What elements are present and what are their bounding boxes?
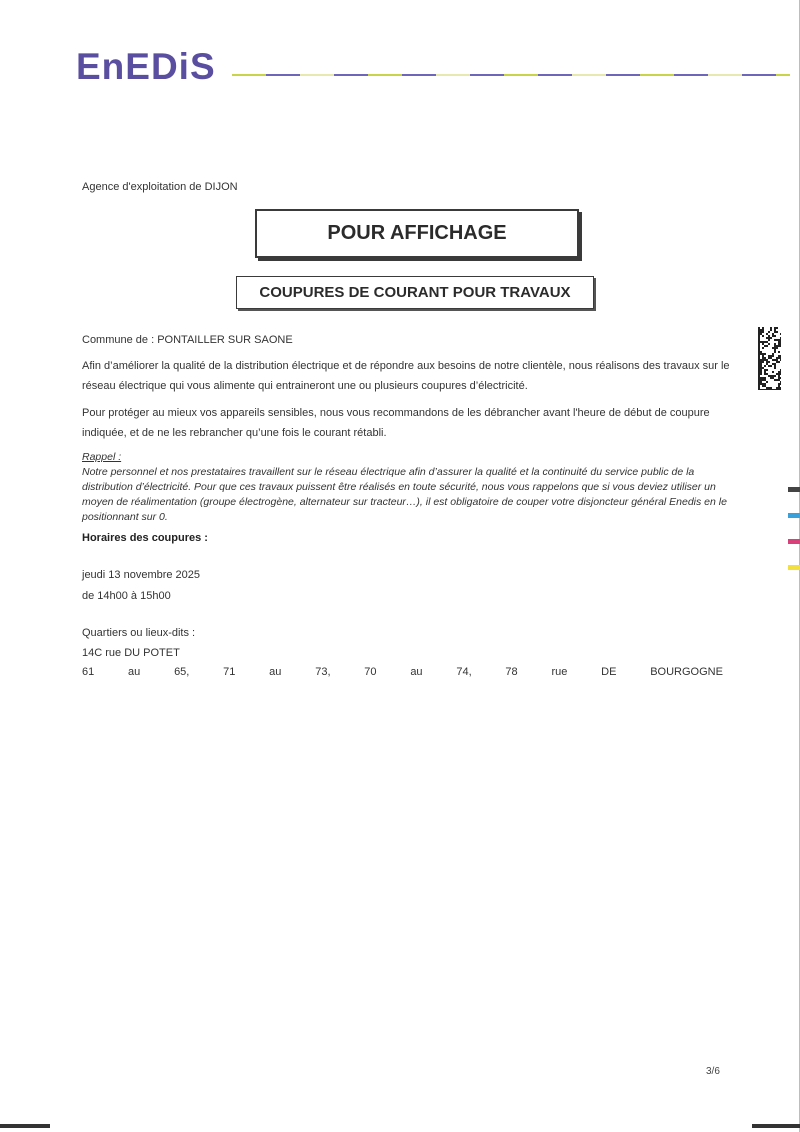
rule-segment xyxy=(606,74,640,76)
address-word: 74, xyxy=(456,666,472,678)
rule-segment xyxy=(402,74,436,76)
print-mark-cyan xyxy=(788,513,800,518)
address-word: au xyxy=(410,666,423,678)
rule-segment xyxy=(640,74,674,76)
rule-segment xyxy=(776,74,790,76)
headline-text: POUR AFFICHAGE xyxy=(327,222,507,244)
outage-date: jeudi 13 novembre 2025 xyxy=(82,569,201,581)
subheadline-text: COUPURES DE COURANT POUR TRAVAUX xyxy=(259,284,571,301)
scan-edge-mark-left xyxy=(0,1124,50,1128)
schedule-title: Horaires des coupures : xyxy=(82,532,208,544)
reminder-label: Rappel : xyxy=(82,451,122,463)
print-mark-dark xyxy=(788,487,800,492)
address-word: DE xyxy=(601,666,617,678)
subheadline-box xyxy=(236,276,594,309)
address-word: BOURGOGNE xyxy=(650,666,723,678)
rule-segment xyxy=(470,74,504,76)
print-mark-magenta xyxy=(788,539,800,544)
address-word: 78 xyxy=(505,666,518,678)
rule-segment xyxy=(538,74,572,76)
address-word: rue xyxy=(551,666,568,678)
advice-paragraph: Pour protéger au mieux vos appareils sensibles, nous vous recommandons de les débrancher avant l'heure de début de coupure indiquée, et de ne les rebrancher qu’une fois le courant rétabli. xyxy=(82,407,710,439)
intro-paragraph: Afin d’améliorer la qualité de la distribution électrique et de répondre aux besoins de notre clientèle, nous réalisons des travaux sur le réseau électrique qui vous alimente qui entraineront une ou plusieurs coupures d’électricité. xyxy=(82,360,730,392)
address-word: 71 xyxy=(223,666,236,678)
logo-rule xyxy=(232,74,790,77)
address-word: 65, xyxy=(174,666,190,678)
rule-segment xyxy=(368,74,402,76)
rule-segment xyxy=(266,74,300,76)
rule-segment xyxy=(572,74,606,76)
datamatrix-code-icon xyxy=(758,327,781,390)
rule-segment xyxy=(674,74,708,76)
address-word: au xyxy=(269,666,282,678)
reminder-text: Notre personnel et nos prestataires travaillent sur le réseau électrique afin d’assurer la qualité et la continuité du service public de la distribution d’électricité. Pour que ces travaux puissent être réalisés en toute sécurité, nous vous rappelons que si vous deviez utiliser un moyen de réalimentation (groupe électrogène, alternateur sur tracteur…), il est obligatoire de couper votre disjoncteur général Enedis en le positionnant sur 0. xyxy=(82,466,727,523)
rule-segment xyxy=(504,74,538,76)
scan-edge-mark-right xyxy=(752,1124,800,1128)
reminder-block xyxy=(82,450,732,525)
locations-title: Quartiers ou lieux-dits : xyxy=(82,627,196,639)
headline-box xyxy=(255,209,579,258)
address-word: 61 xyxy=(82,666,95,678)
commune-line: Commune de : PONTAILLER SUR SAONE xyxy=(82,334,293,346)
rule-segment xyxy=(436,74,470,76)
outage-time: de 14h00 à 15h00 xyxy=(82,590,171,602)
rule-segment xyxy=(232,74,266,76)
page-number: 3/6 xyxy=(706,1066,720,1077)
address-word: au xyxy=(128,666,141,678)
rule-segment xyxy=(742,74,776,76)
address-word: 73, xyxy=(315,666,331,678)
address-word: 70 xyxy=(364,666,377,678)
address-line-2 xyxy=(82,666,723,678)
rule-segment xyxy=(708,74,742,76)
rule-segment xyxy=(300,74,334,76)
rule-segment xyxy=(334,74,368,76)
agency-name: Agence d'exploitation de DIJON xyxy=(82,181,238,193)
address-line-1: 14C rue DU POTET xyxy=(82,647,180,659)
enedis-logo: EnEDiS xyxy=(76,46,216,87)
print-mark-yellow xyxy=(788,565,800,570)
